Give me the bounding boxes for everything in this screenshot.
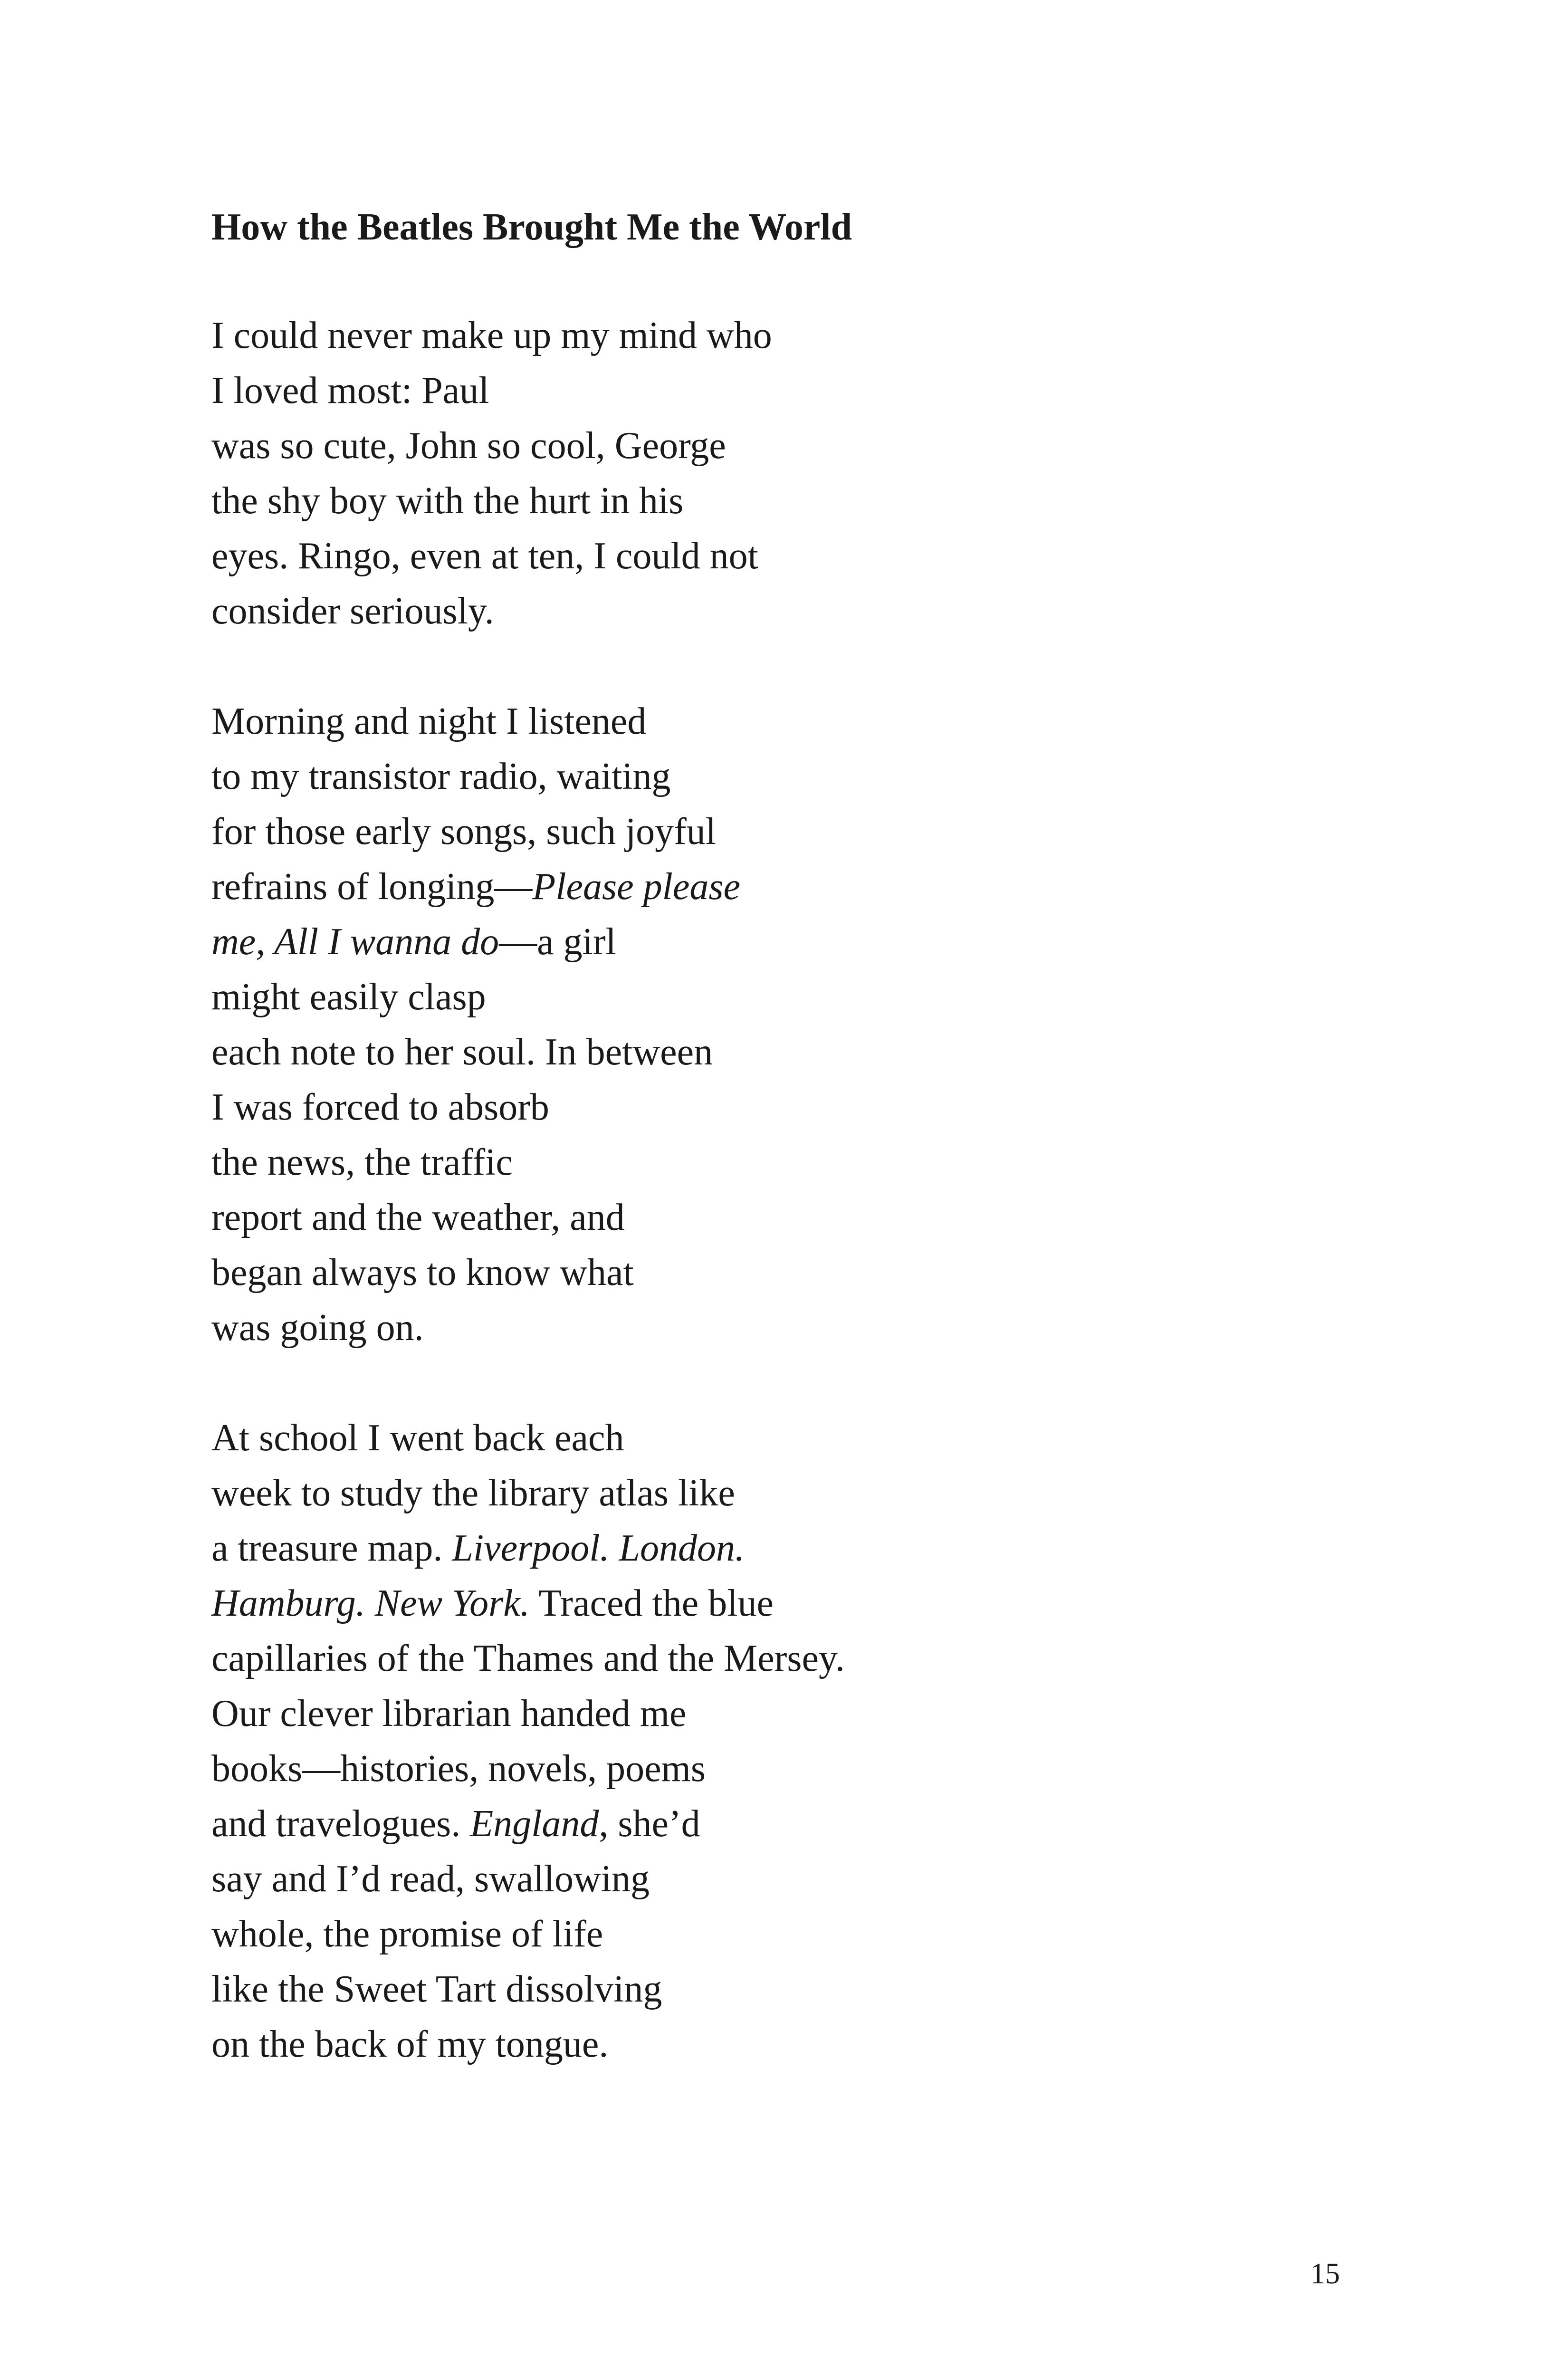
poem-line bbox=[211, 1851, 845, 1907]
line-text: the news, the traffic bbox=[211, 1141, 513, 1183]
poem-line bbox=[211, 749, 845, 804]
poem-line bbox=[211, 1686, 845, 1741]
line-text: Morning and night I listened bbox=[211, 700, 647, 742]
poem-line bbox=[211, 584, 845, 639]
poem-line bbox=[211, 859, 845, 914]
line-text: week to study the library atlas like bbox=[211, 1472, 735, 1514]
poem-line bbox=[211, 694, 845, 749]
line-text: report and the weather, and bbox=[211, 1197, 625, 1238]
line-text: the shy boy with the hurt in his bbox=[211, 480, 684, 522]
poem-line bbox=[211, 1907, 845, 1962]
line-text: consider seriously. bbox=[211, 590, 494, 632]
line-text: I could never make up my mind who bbox=[211, 315, 772, 356]
line-text: books—histories, novels, poems bbox=[211, 1748, 706, 1790]
poem-line bbox=[211, 308, 845, 363]
line-text: say and I’d read, swallowing bbox=[211, 1858, 650, 1900]
poem-line bbox=[211, 1631, 845, 1686]
line-text: , she’d bbox=[599, 1803, 700, 1845]
italic-text: me, All I wanna do bbox=[211, 921, 499, 963]
italic-text: Please please bbox=[532, 866, 741, 908]
italic-text: Liverpool. London. bbox=[452, 1527, 745, 1569]
poem-line bbox=[211, 473, 845, 528]
line-text: and travelogues. bbox=[211, 1803, 470, 1845]
line-text: whole, the promise of life bbox=[211, 1913, 603, 1955]
line-text: I loved most: Paul bbox=[211, 370, 489, 412]
stanza bbox=[211, 308, 845, 639]
poem-line bbox=[211, 418, 845, 473]
line-text: for those early songs, such joyful bbox=[211, 811, 717, 853]
poem-line bbox=[211, 1466, 845, 1521]
poem-title: How the Beatles Brought Me the World bbox=[211, 206, 852, 248]
line-text: —a girl bbox=[499, 921, 616, 963]
line-text: was going on. bbox=[211, 1307, 424, 1349]
line-text: eyes. Ringo, even at ten, I could not bbox=[211, 535, 758, 577]
poem-line bbox=[211, 1521, 845, 1576]
poem-line bbox=[211, 2017, 845, 2072]
stanza bbox=[211, 1410, 845, 2072]
poem-line bbox=[211, 528, 845, 584]
poem-line bbox=[211, 969, 845, 1025]
line-text: was so cute, John so cool, George bbox=[211, 425, 726, 467]
line-text: on the back of my tongue. bbox=[211, 2023, 609, 2065]
poem-line bbox=[211, 1080, 845, 1135]
italic-text: England bbox=[470, 1803, 599, 1845]
poem-line bbox=[211, 1300, 845, 1355]
line-text: I was forced to absorb bbox=[211, 1086, 549, 1128]
poem-line bbox=[211, 1245, 845, 1300]
line-text: Traced the blue bbox=[529, 1582, 774, 1624]
poem-body bbox=[211, 308, 845, 2127]
poem-line bbox=[211, 1962, 845, 2017]
line-text: began always to know what bbox=[211, 1252, 634, 1293]
poem-line bbox=[211, 914, 845, 969]
stanza bbox=[211, 694, 845, 1355]
poem-line bbox=[211, 1576, 845, 1631]
line-text: like the Sweet Tart dissolving bbox=[211, 1968, 662, 2010]
line-text: Our clever librarian handed me bbox=[211, 1693, 687, 1734]
line-text: a treasure map. bbox=[211, 1527, 452, 1569]
poem-line bbox=[211, 1796, 845, 1851]
line-text: to my transistor radio, waiting bbox=[211, 756, 671, 797]
line-text: refrains of longing— bbox=[211, 866, 533, 908]
line-text: might easily clasp bbox=[211, 976, 486, 1018]
line-text: capillaries of the Thames and the Mersey. bbox=[211, 1638, 845, 1679]
italic-text: Hamburg. New York. bbox=[211, 1582, 530, 1624]
poem-line bbox=[211, 1135, 845, 1190]
page-number: 15 bbox=[1310, 2258, 1340, 2290]
line-text: At school I went back each bbox=[211, 1417, 624, 1459]
poem-line bbox=[211, 1025, 845, 1080]
poem-line bbox=[211, 1410, 845, 1466]
poem-line bbox=[211, 804, 845, 859]
poem-line bbox=[211, 1741, 845, 1796]
poem-line bbox=[211, 1190, 845, 1245]
poem-line bbox=[211, 363, 845, 418]
line-text: each note to her soul. In between bbox=[211, 1031, 713, 1073]
